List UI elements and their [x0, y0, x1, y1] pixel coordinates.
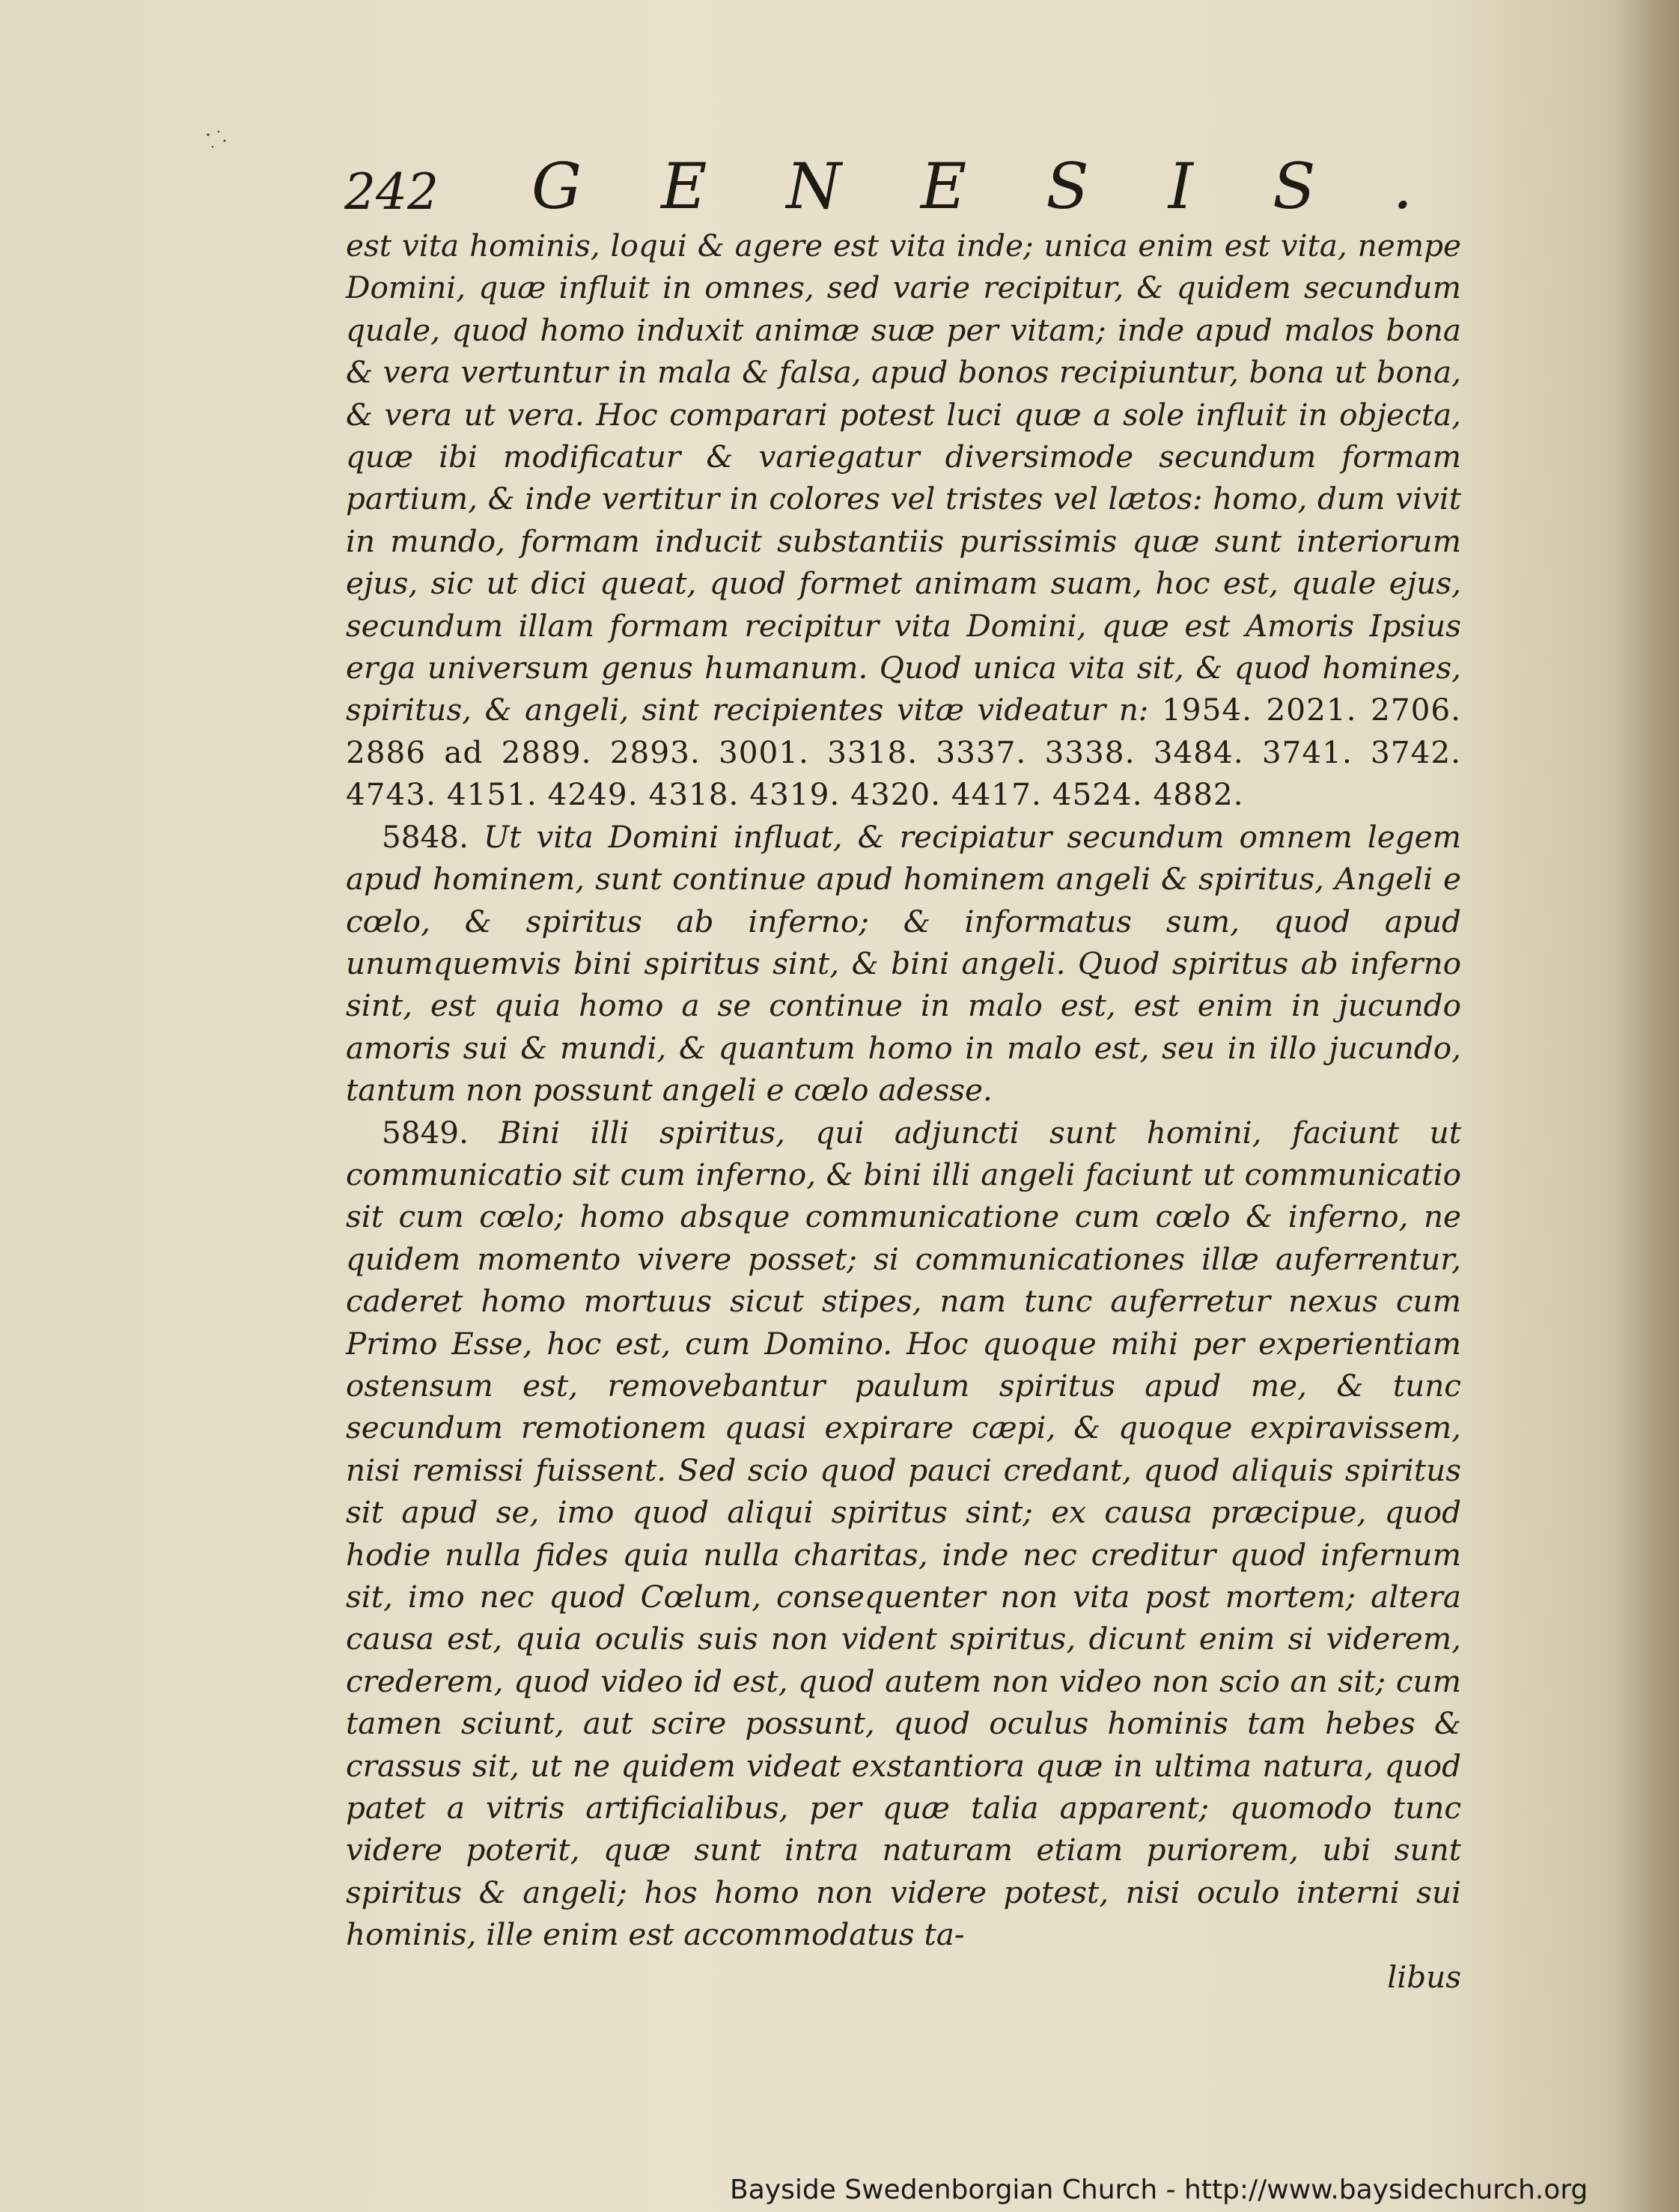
body-text: [346, 225, 1461, 1998]
running-title: GENESIS.: [531, 150, 1493, 223]
paragraph-number: 5849.: [382, 1114, 469, 1151]
paragraph-text: Ut vita Domini influat, & recipiatur secundum omnem legem apud hominem, sunt continue apud hominem angeli & spiritus, Angeli e cœlo, & spiritus ab inferno; & informatus sum, quod apud unumquemvis bini spiritus sint, & bini angeli. Quod spiritus ab inferno sint, est quia homo a se continue in malo est, est enim in jucundo amoris sui & mundi, & quantum homo in malo est, seu in illo jucundo, tantum non possunt angeli e cœlo adesse.: [346, 818, 1462, 1109]
paragraph-5849: [346, 1112, 1461, 1956]
cross-references: 1954. 2021. 2706. 2886 ad 2889. 2893. 3001. 3318. 3337. 3338. 3484. 3741. 3742. 4743. 4151. 4249. 4318. 4319. 4320. 4417. 4524. 4882.: [346, 692, 1462, 813]
paragraph-5848: [346, 816, 1461, 1112]
paragraph-text: Bini illi spiritus, qui adjuncti sunt homini, faciunt ut communicatio sit cum inferno, & bini illi angeli faciunt ut communicatio sit cum cœlo; homo absque communicatione cum cœlo & inferno, ne quidem momento vivere posset; si communicationes illæ auferrentur, caderet homo mortuus sicut stipes, nam tunc auferretur nexus cum Primo Esse, hoc est, cum Domino. Hoc quoque mihi per experientiam ostensum est, removebantur paulum spiritus apud me, & tunc secundum remotionem quasi expirare cæpi, & quoque expiravissem, nisi remissi fuissent. Sed scio quod pauci credant, quod aliquis spiritus sit apud se, imo quod aliqui spiritus sint; ex causa præcipue, quod hodie nulla fides quia nulla charitas, inde nec creditur quod infernum sit, imo nec quod Cœlum, consequenter non vita post mortem; altera causa est, quia oculis suis non vident spiritus, dicunt enim si viderem, crederem, quod video id est, quod autem non video non scio an sit; cum tamen sciunt, aut scire possunt, quod oculus hominis tam hebes & crassus sit, ut ne quidem videat exstantiora quæ in ultima natura, quod patet a vitris artificialibus, per quæ talia apparent; quomodo tunc videre poterit, quæ sunt intra naturam etiam puriorem, ubi sunt spiritus & angeli; hos homo non videre potest, nisi oculo interni sui hominis, ille enim est accommodatus ta-: [346, 1114, 1462, 1953]
paragraph-continued-text: est vita hominis, loqui & agere est vita inde; unica enim est vita, nempe Domini, quæ influit in omnes, sed varie recipitur, & quidem secundum quale, quod homo induxit animæ suæ per vitam; inde apud malos bona & vera vertuntur in mala & falsa, apud bonos recipiuntur, bona ut bona, & vera ut vera. Hoc comparari potest luci quæ a sole influit in objecta, quæ ibi modificatur & variegatur diversimode secundum formam partium, & inde vertitur in colores vel tristes vel lætos: homo, dum vivit in mundo, formam inducit substantiis purissimis quæ sunt interiorum ejus, sic ut dici queat, quod formet animam suam, hoc est, quale ejus, secundum illam formam recipitur vita Domini, quæ est Amoris Ipsius erga universum genus humanum. Quod unica vita sit, & quod homines, spiritus, & angeli, sint recipientes vitæ videatur n:: [346, 228, 1461, 728]
catchword: libus: [1387, 1958, 1461, 1995]
paragraph-continued: [346, 225, 1461, 816]
paragraph-number: 5848.: [382, 818, 469, 855]
catchword-line: [346, 1956, 1461, 1998]
ink-speck: [202, 127, 232, 157]
page-edge-shadow: [1612, 0, 1679, 2212]
watermark-credit: Bayside Swedenborgian Church - http://www.baysidechurch.org: [730, 2175, 1588, 2205]
page-header: [344, 150, 1493, 232]
page-number: 242: [344, 163, 439, 221]
